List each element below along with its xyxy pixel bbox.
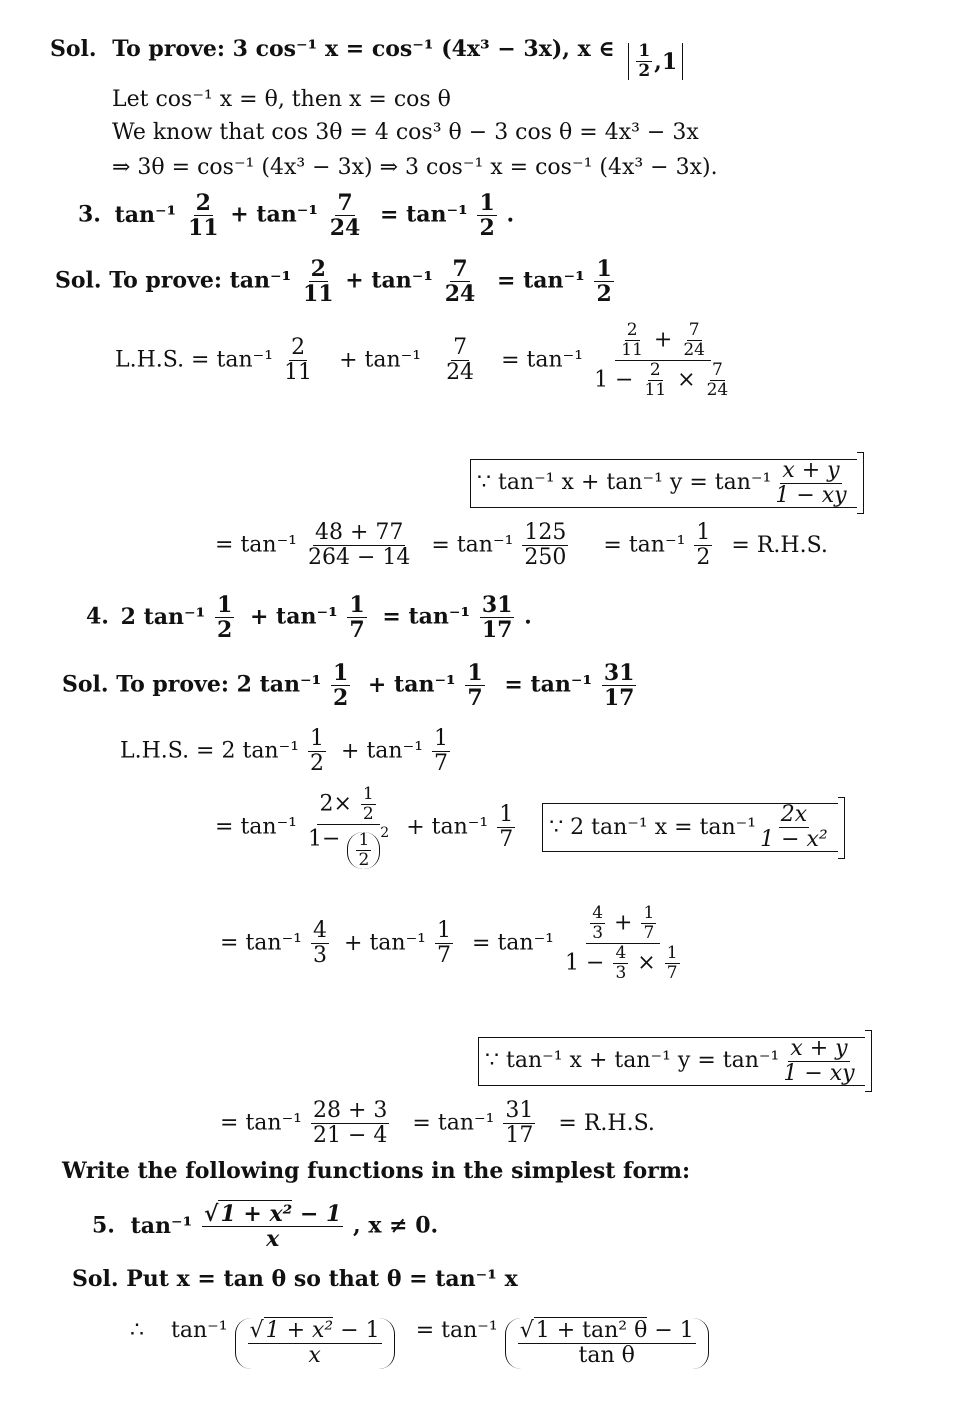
sol-4-to-prove: Sol. To prove: 2 tan⁻¹ $\frac{1}{2}$ + tan⁻¹ $\frac{1}{7}$ = tan⁻¹ $\frac{31}{17}$ <box>62 660 635 711</box>
question-4: 4. 2 tan⁻¹ $\frac{1}{2}$ + tan⁻¹ $\frac{1}{7}$ = tan⁻¹ $\frac{31}{17}$ . <box>86 592 532 643</box>
to-prove-statement: To prove: 3 cos⁻¹ x = cos⁻¹ (4x³ − 3x), x ∈ <box>112 36 615 62</box>
interval: 1 2 ,1 <box>628 43 683 80</box>
sol-5-step: ∴ tan⁻¹ √1 + x² − 1 x = tan⁻¹ √1 + tan² θ − 1 tan θ <box>130 1318 709 1369</box>
hint-sum-formula-2: ∵ tan⁻¹ x + tan⁻¹ y = tan⁻¹ x + y 1 − xy <box>478 1030 872 1092</box>
question-3: 3. tan⁻¹ $\frac{2}{11}$ + tan⁻¹ $\frac{7}{24}$ = tan⁻¹ $\frac{1}{2}$ . <box>78 190 515 241</box>
sol-4-lhs: L.H.S. = 2 tan⁻¹ $\frac{1}{2}$ + tan⁻¹ $\frac{1}{7}$ <box>120 726 449 776</box>
prev-line-2: We know that cos 3θ = 4 cos³ θ − 3 cos θ = 4x³ − 3x <box>112 120 699 145</box>
proof-heading-q2 <box>50 38 683 80</box>
sol-4-step2: = tan⁻¹ $\frac{4}{3}$ + tan⁻¹ $\frac{1}{7}$ = tan⁻¹ $\frac{4}{3}$ + $\frac{1}{7}$ 1 − $\frac{4}{3}$ × $\frac{1}{7}$ <box>220 903 678 983</box>
sol-4-step3: = tan⁻¹ $\frac{28 + 3}{21 - 4}$ = tan⁻¹ $\frac{31}{17}$ = R.H.S. <box>220 1098 655 1148</box>
sol-3-to-prove: Sol. To prove: tan⁻¹ $\frac{2}{11}$ + tan⁻¹ $\frac{7}{24}$ = tan⁻¹ $\frac{1}{2}$ <box>55 256 612 307</box>
prev-line-3: ⇒ 3θ = cos⁻¹ (4x³ − 3x) ⇒ 3 cos⁻¹ x = cos⁻¹ (4x³ − 3x). <box>112 155 718 180</box>
hint-sum-formula-1: ∵ tan⁻¹ x + tan⁻¹ y = tan⁻¹ x + y 1 − xy <box>470 452 864 514</box>
prev-line-1: Let cos⁻¹ x = θ, then x = cos θ <box>112 87 451 112</box>
sol-4-step1: = tan⁻¹ 2× $\frac{1}{2}$ 1− 1 2 $^2$ + tan⁻¹ $\frac{1}{7}$ ∵ 2 tan⁻¹ x = tan⁻¹ 2x 1 − x² <box>215 786 845 869</box>
question-5: 5. tan⁻¹ $\frac{\text{√1 + x² − 1}}{x}$ , x ≠ 0. <box>92 1201 439 1252</box>
sol-5-put: Sol. Put x = tan θ so that θ = tan⁻¹ x <box>72 1266 518 1292</box>
sol-3-lhs: L.H.S. = tan⁻¹ $\frac{2}{11}$ + tan⁻¹ $\frac{7}{24}$ = tan⁻¹ $\frac{2}{11}$ + $\frac{7}{24}$ 1 − $\frac{2}{11}$ × $\frac{7}{24}$ <box>115 320 729 400</box>
to-prove-text: Sol. <box>50 36 97 62</box>
section-heading: Write the following functions in the simplest form: <box>62 1158 691 1184</box>
sol-3-step: = tan⁻¹ $\frac{48 + 77}{264 - 14}$ = tan⁻¹ $\frac{125}{250}$ = tan⁻¹ $\frac{1}{2}$ = R.H.S. <box>215 520 828 570</box>
